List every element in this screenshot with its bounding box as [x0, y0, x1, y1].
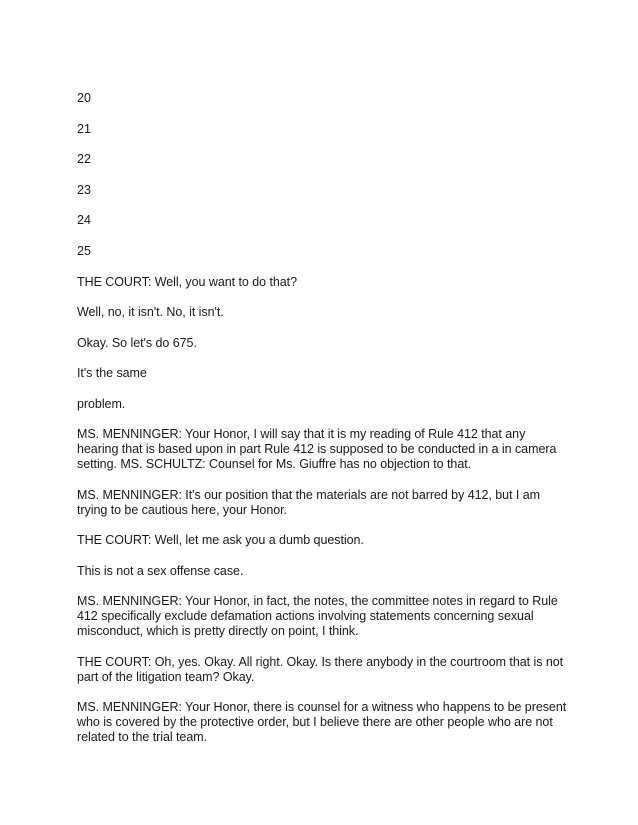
transcript-paragraph: MS. MENNINGER: Your Honor, in fact, the notes, the committee notes in regard to Rule 412 specifically exclude defamation actions involving statements concerning sexual misconduct, which is pretty directly on point, I think.: [77, 594, 558, 639]
transcript-paragraph: It's the same: [77, 366, 147, 381]
transcript-paragraph: MS. MENNINGER: It's our position that the materials are not barred by 412, but I am trying to be cautious here, your Honor.: [77, 487, 541, 517]
transcript-paragraph: THE COURT: Oh, yes. Okay. All right. Okay. Is there anybody in the courtroom that is not part of the litigation team? Okay.: [77, 654, 564, 684]
transcript-paragraph: MS. MENNINGER: Your Honor, I will say that it is my reading of Rule 412 that any hearing that is based upon in part Rule 412 is supposed to be conducted in a in camera setting. MS. SCHULTZ: Counsel for Ms. Giuffre has no objection to that.: [77, 427, 557, 472]
transcript-paragraph: problem.: [77, 396, 126, 411]
transcript-paragraph: THE COURT: Well, let me ask you a dumb question.: [77, 533, 364, 548]
line-number-25: 25: [77, 243, 91, 258]
line-number-23: 23: [77, 182, 91, 197]
transcript-paragraph: This is not a sex offense case.: [77, 563, 244, 578]
line-number-22: 22: [77, 152, 91, 167]
transcript-paragraph: MS. MENNINGER: Your Honor, there is counsel for a witness who happens to be present who is covered by the protective order, but I believe there are other people who are not related to the trial team.: [77, 700, 567, 745]
transcript-page: [77, 91, 567, 745]
transcript-paragraph: Well, no, it isn't. No, it isn't.: [77, 305, 224, 320]
line-number-24: 24: [77, 213, 91, 228]
transcript-paragraph: THE COURT: Well, you want to do that?: [77, 274, 298, 289]
transcript-paragraph: Okay. So let's do 675.: [77, 335, 197, 350]
line-number-20: 20: [77, 91, 91, 105]
line-number-21: 21: [77, 121, 91, 136]
